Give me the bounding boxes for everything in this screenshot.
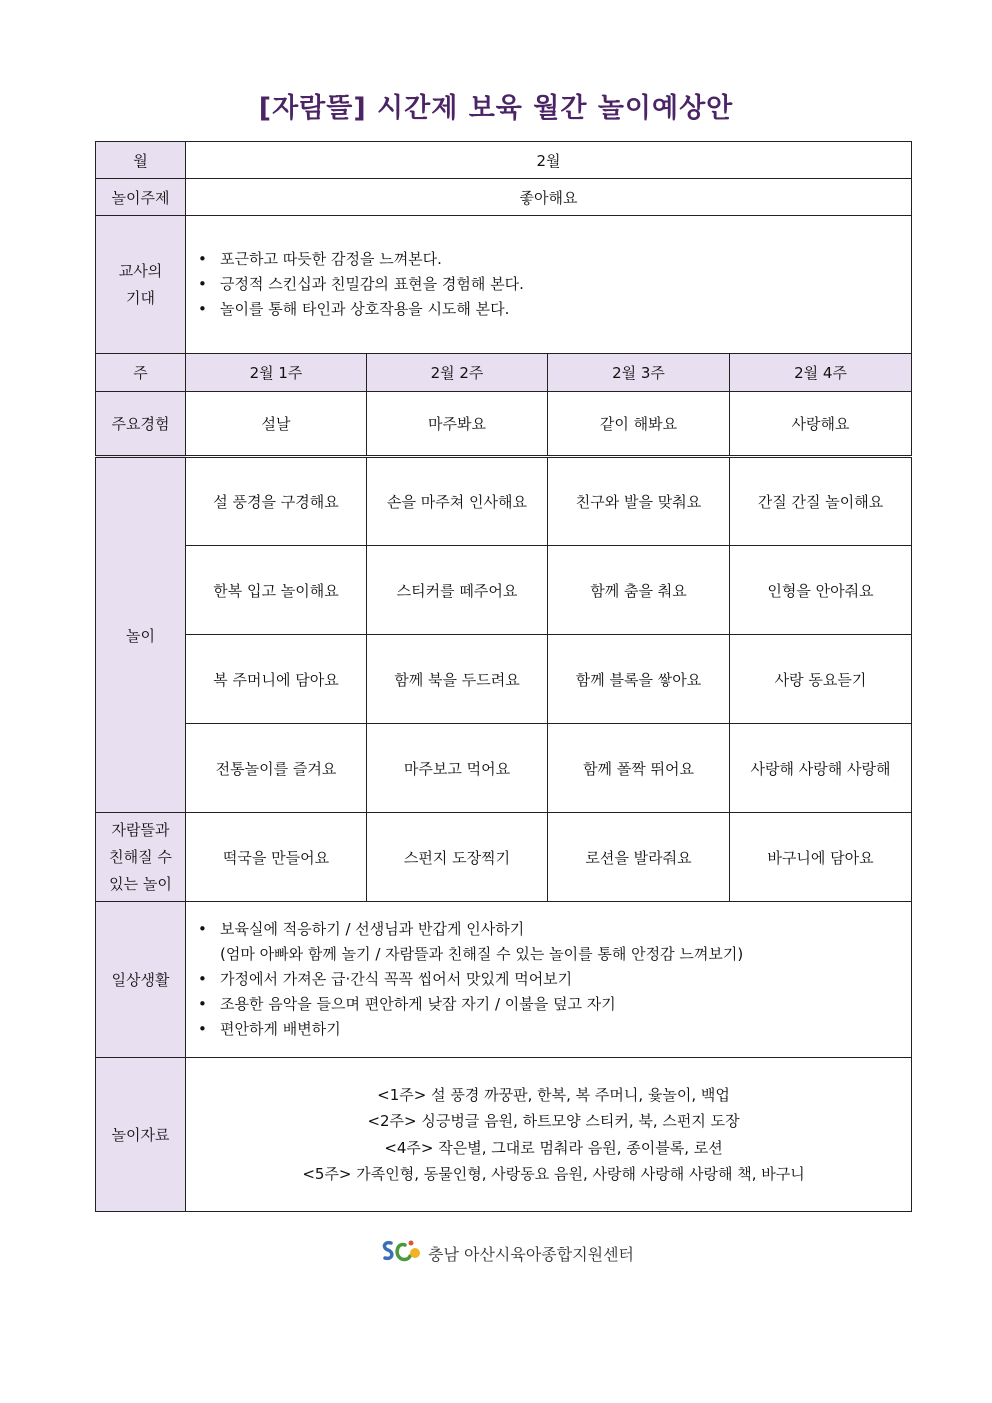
experience-cell: 같이 해봐요 — [548, 392, 730, 457]
expectation-row — [96, 216, 912, 354]
daily-life-item-note: (엄마 아빠와 함께 놀기 / 자람뜰과 친해질 수 있는 놀이를 통해 안정감 느껴보기) — [220, 945, 744, 963]
play-row — [96, 546, 912, 635]
expectation-label — [96, 216, 186, 354]
materials-line: <1주> 설 풍경 까꿍판, 한복, 복 주머니, 윷놀이, 백업 — [377, 1085, 730, 1104]
week-label: 주 — [96, 354, 186, 392]
materials-content — [186, 1058, 912, 1212]
play-cell: 한복 입고 놀이해요 — [186, 546, 367, 635]
materials-line: <2주> 싱긍벙글 음원, 하트모양 스티커, 북, 스펀지 도장 — [367, 1112, 740, 1130]
daily-life-list — [186, 917, 911, 1042]
week-header: 2월 1주 — [186, 354, 367, 392]
play-cell: 사랑 동요듣기 — [730, 635, 912, 724]
daily-life-row — [96, 902, 912, 1058]
experience-cell: 설날 — [186, 392, 367, 457]
play-cell: 간질 간질 놀이해요 — [730, 457, 912, 546]
week-row — [96, 354, 912, 392]
friendly-play-cell: 로션을 발라줘요 — [548, 813, 730, 902]
play-cell: 함께 폴짝 뛰어요 — [548, 724, 730, 813]
play-cell: 함께 블록을 쌓아요 — [548, 635, 730, 724]
expectation-item: • 긍정적 스킨십과 친밀감의 표현을 경험해 본다. — [198, 272, 911, 297]
experience-cell: 마주봐요 — [367, 392, 548, 457]
week-header: 2월 2주 — [367, 354, 548, 392]
experience-cell: 사랑해요 — [730, 392, 912, 457]
play-row — [96, 724, 912, 813]
theme-label: 놀이주제 — [96, 179, 186, 216]
friendly-play-cell: 바구니에 담아요 — [730, 813, 912, 902]
page-title: [자람뜰] 시간제 보육 월간 놀이예상안 — [258, 93, 734, 124]
daily-life-item-text: 보육실에 적응하기 / 선생님과 반갑게 인사하기 — [220, 920, 525, 938]
month-row — [96, 142, 912, 179]
expectation-label-line2: 기대 — [126, 288, 155, 307]
week-header: 2월 4주 — [730, 354, 912, 392]
play-cell: 복 주머니에 담아요 — [186, 635, 367, 724]
friendly-play-cell: 스펀지 도장찍기 — [367, 813, 548, 902]
daily-life-item — [198, 917, 911, 967]
play-cell: 스티커를 떼주어요 — [367, 546, 548, 635]
materials-line: <4주> 작은별, 그대로 멈춰라 음원, 종이블록, 로션 — [384, 1138, 723, 1157]
play-cell: 전통놀이를 즐겨요 — [186, 724, 367, 813]
plan-table — [95, 141, 912, 1212]
expectation-list — [186, 247, 911, 322]
footer — [380, 1240, 634, 1266]
friendly-play-cell: 떡국을 만들어요 — [186, 813, 367, 902]
theme-row — [96, 179, 912, 216]
friendly-play-label-line1: 자람뜰과 — [111, 820, 170, 839]
daily-life-content — [186, 902, 912, 1058]
materials-label: 놀이자료 — [96, 1058, 186, 1212]
daily-life-label: 일상생활 — [96, 902, 186, 1058]
play-label: 놀이 — [96, 457, 186, 813]
play-cell: 마주보고 먹어요 — [367, 724, 548, 813]
daily-life-item: • 편안하게 배변하기 — [198, 1017, 911, 1042]
expectation-item: • 놀이를 통해 타인과 상호작용을 시도해 본다. — [198, 297, 911, 322]
play-cell: 설 풍경을 구경해요 — [186, 457, 367, 546]
month-value: 2월 — [186, 142, 912, 179]
materials-line: <5주> 가족인형, 동물인형, 사랑동요 음원, 사랑해 사랑해 사랑해 책, 바구니 — [302, 1165, 805, 1183]
friendly-play-row — [96, 813, 912, 902]
play-cell: 함께 춤을 춰요 — [548, 546, 730, 635]
friendly-play-label — [96, 813, 186, 902]
expectation-label-line1: 교사의 — [118, 261, 163, 280]
daily-life-item: • 조용한 음악을 들으며 편안하게 낮잠 자기 / 이불을 덮고 자기 — [198, 992, 911, 1017]
daily-life-item: • 가정에서 가져온 급·간식 꼭꼭 씹어서 맛있게 먹어보기 — [198, 967, 911, 992]
materials-row — [96, 1058, 912, 1212]
play-cell: 인형을 안아줘요 — [730, 546, 912, 635]
play-row — [96, 635, 912, 724]
play-cell: 친구와 발을 맞춰요 — [548, 457, 730, 546]
week-header: 2월 3주 — [548, 354, 730, 392]
experience-label: 주요경험 — [96, 392, 186, 457]
play-row — [96, 457, 912, 546]
month-label: 월 — [96, 142, 186, 179]
play-cell: 손을 마주쳐 인사해요 — [367, 457, 548, 546]
play-cell: 사랑해 사랑해 사랑해 — [730, 724, 912, 813]
friendly-play-label-line2: 친해질 수 — [109, 847, 172, 866]
center-logo-icon — [380, 1238, 422, 1268]
expectation-content — [186, 216, 912, 354]
center-name: 충남 아산시육아종합지원센터 — [428, 1244, 635, 1264]
experience-row — [96, 392, 912, 457]
theme-value: 좋아해요 — [186, 179, 912, 216]
friendly-play-label-line3: 있는 놀이 — [109, 874, 172, 893]
expectation-item: • 포근하고 따듯한 감정을 느껴본다. — [198, 247, 911, 272]
play-cell: 함께 북을 두드려요 — [367, 635, 548, 724]
